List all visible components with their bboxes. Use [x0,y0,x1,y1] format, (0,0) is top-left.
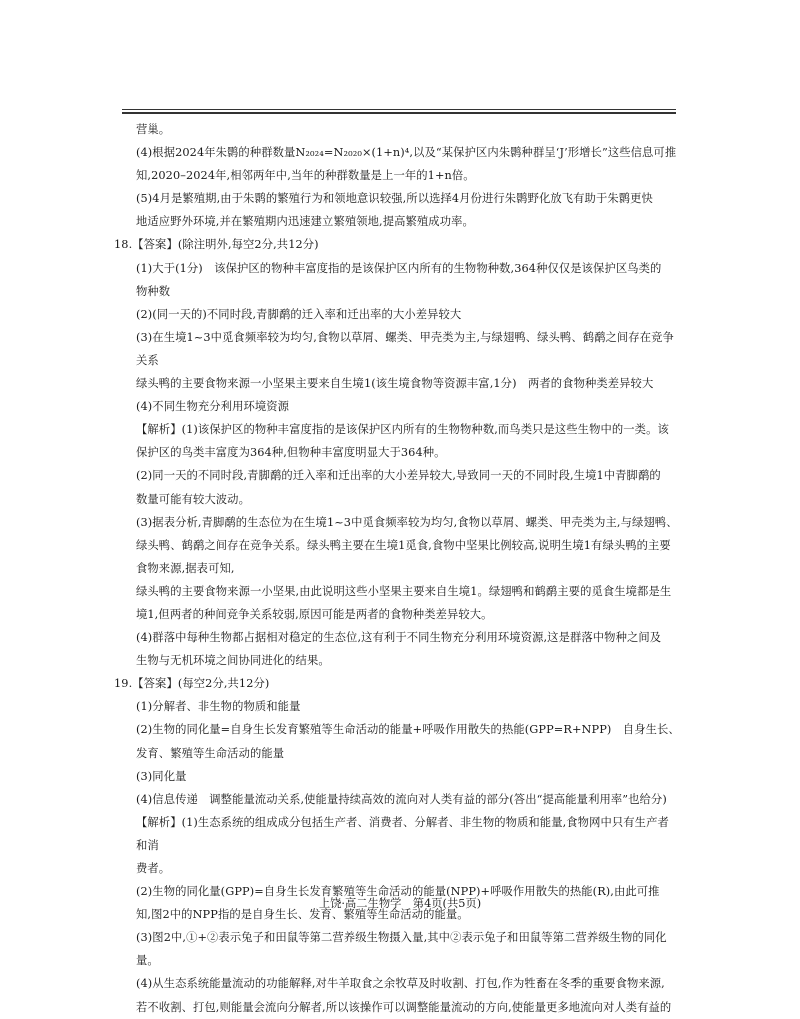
text-line: 境1,但两者的种间竞争关系较弱,原因可能是两者的食物种类差异较大。 [136,607,493,621]
text-line: 18.【答案】(除注明外,每空2分,共12分) [114,238,319,252]
text-line: (4)根据2024年朱鹮的种群数量N₂₀₂₄=N₂₀₂₀×(1+n)⁴,以及“某保护区内朱鹮种群呈‘J’形增长”这些信息可推 [136,146,677,160]
text-line: (2)生物的同化量=自身生长发育繁殖等生命活动的能量+呼吸作用散失的热能(GPP=R+NPP) 自身生长、 [136,723,680,737]
text-line: 19.【答案】(每空2分,共12分) [114,677,270,691]
text-line: 发育、繁殖等生命活动的能量 [136,746,285,760]
text-line: 绿头鸭的主要食物来源一小坚果主要来自生境1(该生境食物等资源丰富,1分) 两者的食物种类差异较大 [136,377,654,391]
text-line: (3)在生境1~3中觅食频率较为均匀,食物以草屑、螺类、甲壳类为主,与绿翅鸭、绿头鸭、鹤鹬之间存在竞争关系 [136,330,674,367]
text-line: 绿头鸭的主要食物来源一小坚果,由此说明这些小坚果主要来自生境1。绿翅鸭和鹤鹬主要的觅食生境都是生 [136,584,672,598]
page-footer: 上饶·高二生物学 第4页(共5页) [318,897,482,910]
text-line: (3)据表分析,青脚鹬的生态位为在生境1~3中觅食频率较为均匀,食物以草屑、螺类、甲壳类为主,与绿翅鸭、 [136,515,678,529]
header-rule [122,109,676,110]
text-line: 物种数 [136,284,171,298]
header-rule-thick [122,112,676,114]
text-line: (4)群落中每种生物都占据相对稳定的生态位,这有利于不同生物充分利用环境资源,这是群落中物种之间及 [136,631,662,645]
text-line: 地适应野外环境,并在繁殖期内迅速建立繁殖领地,提高繁殖成功率。 [136,215,474,229]
text-line: 数量可能有较大波动。 [136,492,250,506]
text-line: (1)分解者、非生物的物质和能量 [136,700,301,714]
text-line: 保护区的鸟类丰富度为364种,但物种丰富度明显大于364种。 [136,446,446,460]
document-body [114,118,680,1019]
text-line: 【解析】(1)生态系统的组成成分包括生产者、消费者、分解者、非生物的物质和能量,食物网中只有生产者和消 [136,815,669,852]
text-line: 费者。 [136,862,171,875]
text-line: 知,图2中的NPP指的是自身生长、发育、繁殖等生命活动的能量。 [136,908,469,922]
text-line: (1)大于(1分) 该保护区的物种丰富度指的是该保护区内所有的生物物种数,364种仅仅是该保护区鸟类的 [136,261,662,275]
text-line: 知,2020–2024年,相邻两年中,当年的种群数量是上一年的1+n倍。 [136,169,475,183]
text-line: 绿头鸭、鹤鹬之间存在竞争关系。绿头鸭主要在生境1觅食,食物中坚果比例较高,说明生境1有绿头鸭的主要食物来源,据表可知, [136,538,671,575]
text-line: 生物与无机环境之间协同进化的结果。 [136,654,330,668]
text-line: (3)图2中,①+②表示兔子和田鼠等第二营养级生物摄入量,其中②表示兔子和田鼠等第二营养级生物的同化量。 [136,931,667,968]
text-line: (2)生物的同化量(GPP)=自身生长发育繁殖等生命活动的能量(NPP)+呼吸作用散失的热能(R),由此可推 [136,885,660,899]
text-line: 营巢。 [136,123,171,136]
text-line: (5)4月是繁殖期,由于朱鹮的繁殖行为和领地意识较强,所以选择4月份进行朱鹮野化放飞有助于朱鹮更快 [136,192,653,206]
text-line: (4)信息传递 调整能量流动关系,使能量持续高效的流向对人类有益的部分(答出“提高能量利用率”也给分) [136,792,667,806]
text-line: (2)(同一天的)不同时段,青脚鹬的迁入率和迁出率的大小差异较大 [136,307,462,321]
text-line: 若不收割、打包,则能量会流向分解者,所以该操作可以调整能量流动的方向,使能量更多地流向对人类有益的 [136,1000,672,1014]
text-line: 【解析】(1)该保护区的物种丰富度指的是该保护区内所有的生物物种数,而鸟类只是这些生物中的一类。该 [136,423,669,437]
text-line: (4)不同生物充分利用环境资源 [136,400,290,414]
text-line: (3)同化量 [136,769,187,783]
text-line: (2)同一天的不同时段,青脚鹬的迁入率和迁出率的大小差异较大,导致同一天的不同时段,生境1中青脚鹬的 [136,469,661,483]
text-line: (4)从生态系统能量流动的功能解释,对牛羊取食之余牧草及时收割、打包,作为牲畜在冬季的重要食物来源, [136,977,665,991]
